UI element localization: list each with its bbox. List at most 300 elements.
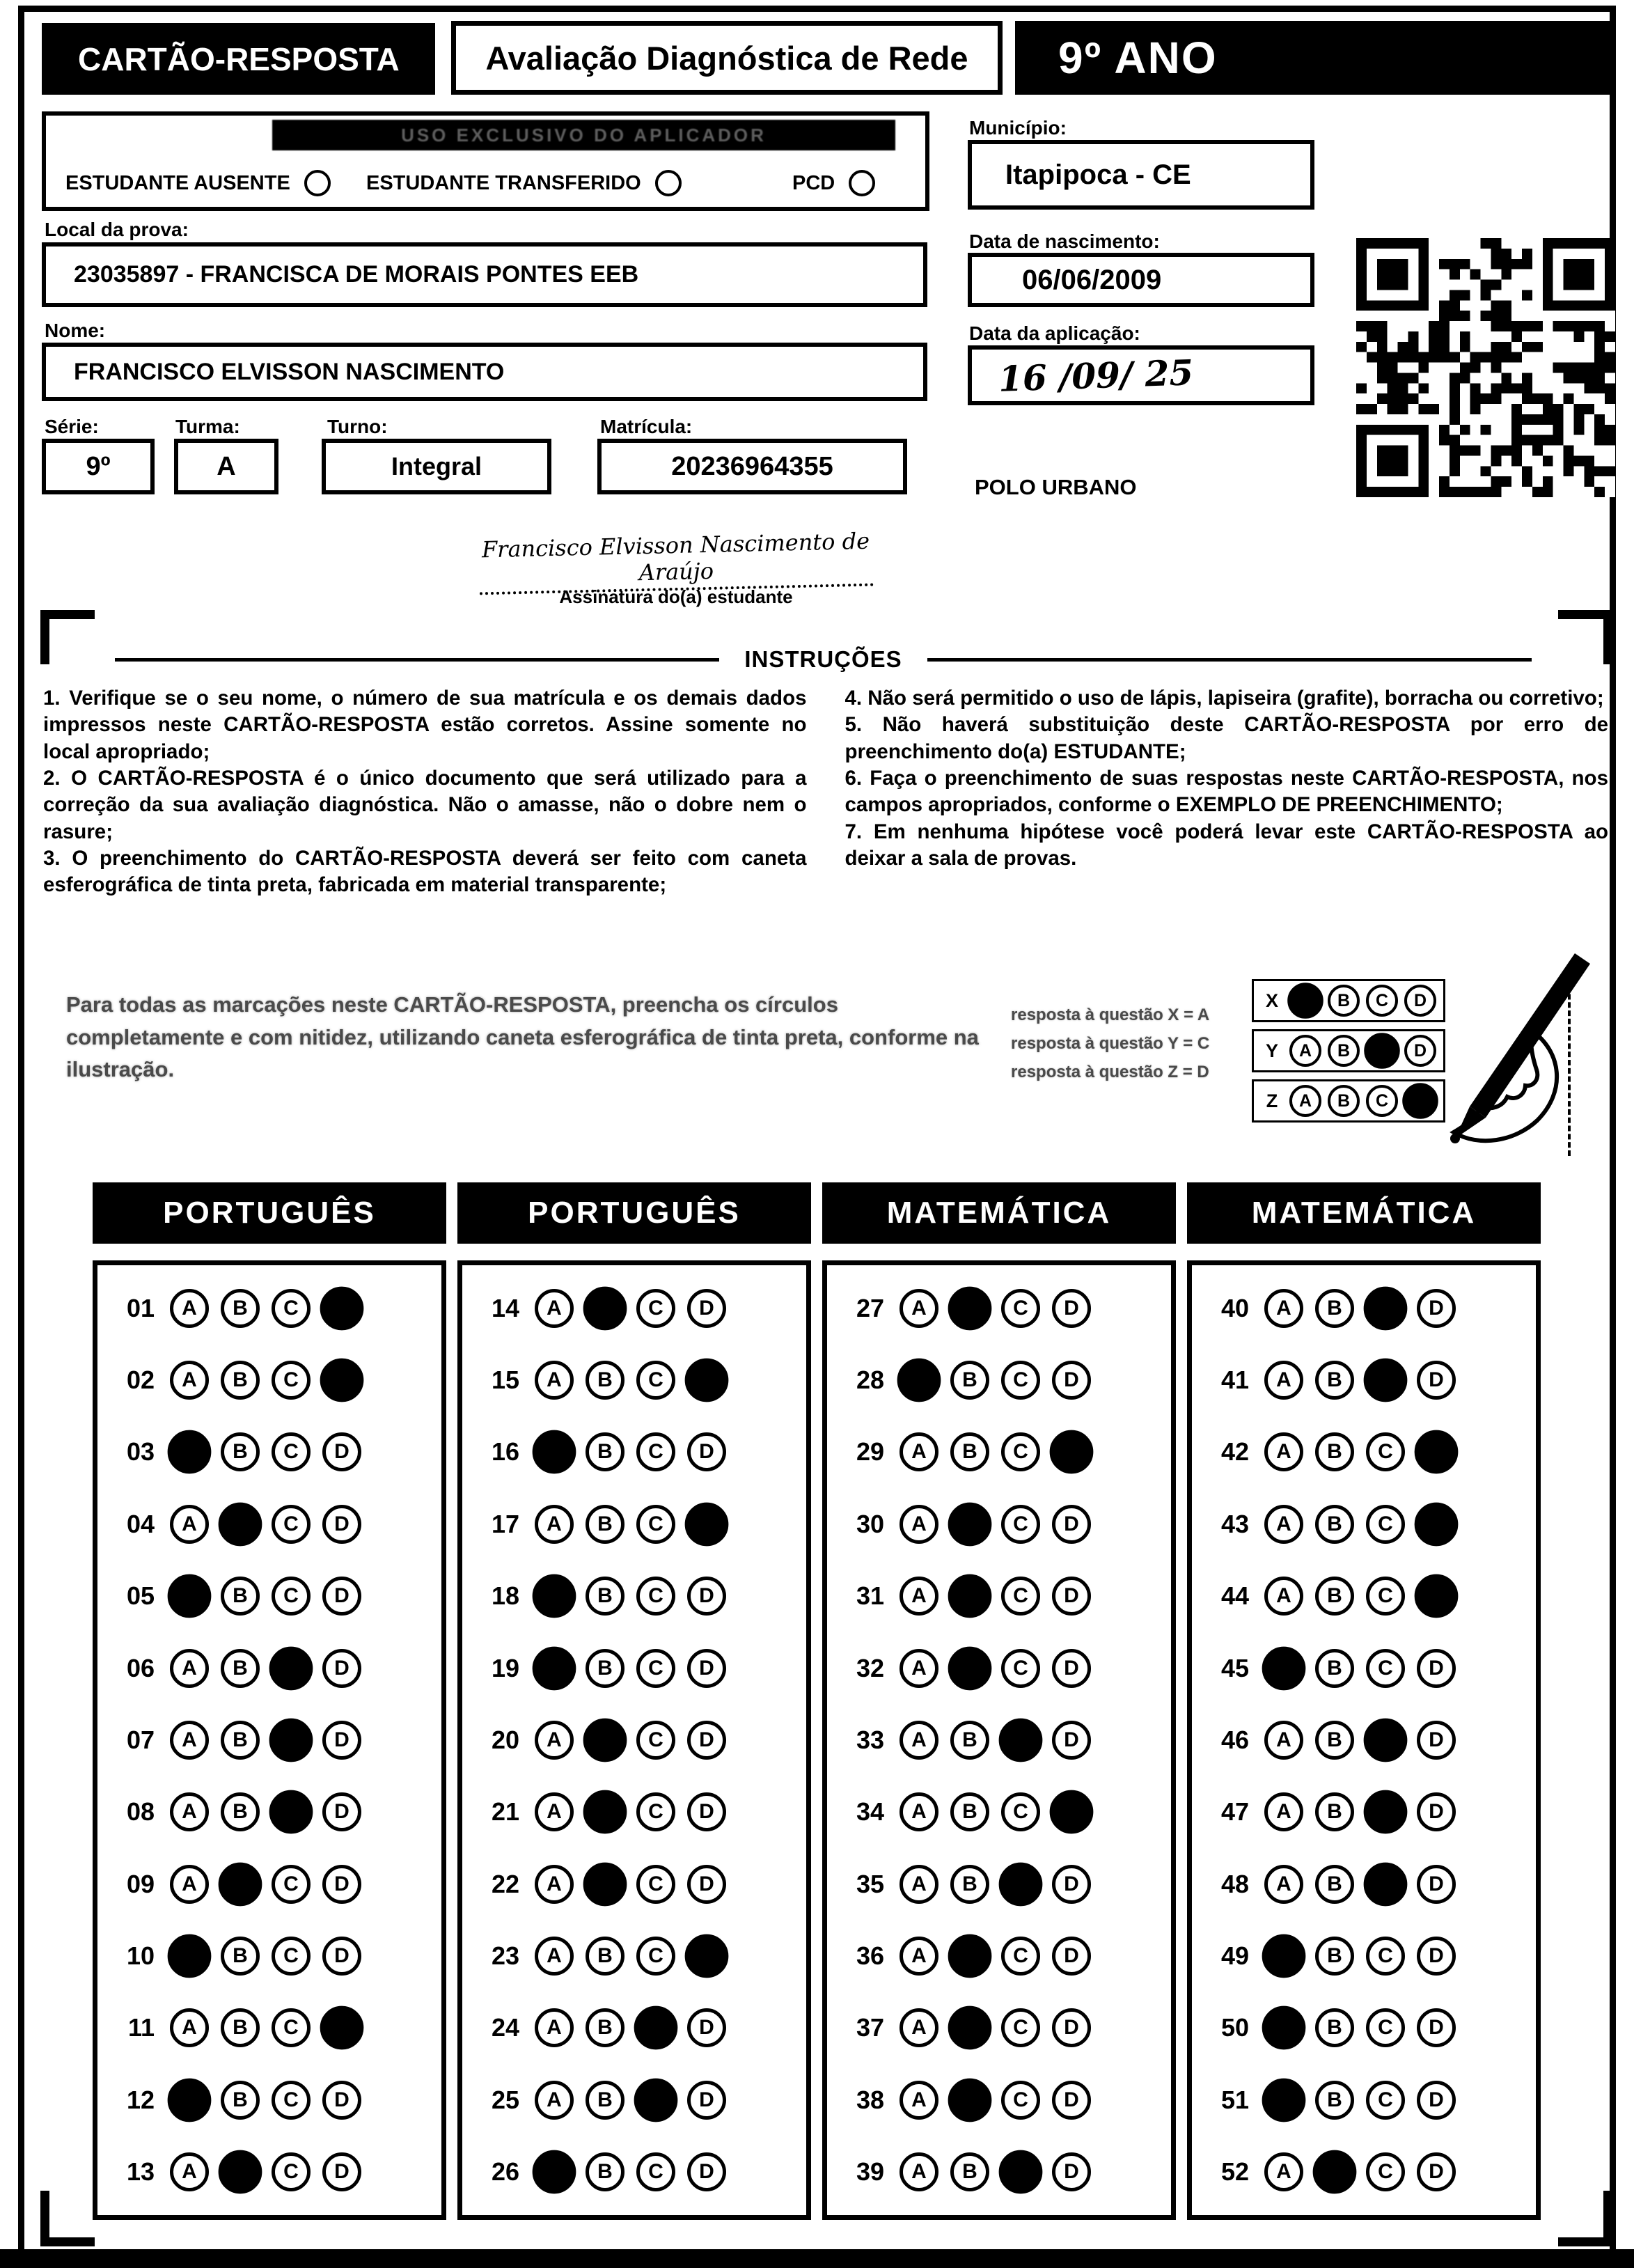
bubble-b[interactable]: B — [1315, 1649, 1354, 1688]
bubble-a[interactable]: A — [170, 1649, 209, 1688]
status-option-circle[interactable] — [304, 170, 331, 196]
bubble-d[interactable]: D — [687, 1289, 726, 1328]
bubble-d[interactable]: D — [1052, 1649, 1091, 1688]
bubble-d[interactable]: D — [1417, 1865, 1456, 1904]
bubble-c[interactable]: C — [636, 1432, 675, 1471]
example-legend-line: resposta à questão X = A — [1011, 1006, 1210, 1024]
bubble-filled-a[interactable] — [1287, 983, 1323, 1019]
question-row — [844, 2081, 1167, 2120]
subject-header: MATEMÁTICA — [822, 1182, 1176, 1244]
question-row — [1209, 1505, 1532, 1544]
bubble-filled-d[interactable] — [1050, 1430, 1094, 1474]
bubble-b[interactable]: B — [1315, 1865, 1354, 1904]
bubble-filled-d[interactable] — [1402, 1083, 1438, 1119]
example-row-label: Y — [1265, 1040, 1278, 1061]
bubble-d[interactable]: D — [322, 1432, 361, 1471]
exam-title-text: Avaliação Diagnóstica de Rede — [485, 39, 968, 77]
bubble-c[interactable]: C — [1001, 1792, 1040, 1831]
bubble-filled-b[interactable] — [583, 1719, 627, 1762]
bubble-d[interactable]: D — [687, 1577, 726, 1616]
bubble-c[interactable]: C — [272, 1361, 311, 1400]
bubble-d[interactable]: D — [322, 1505, 361, 1544]
bubble-filled-b[interactable] — [948, 1502, 992, 1546]
bubble-filled-a[interactable] — [1262, 1934, 1306, 1978]
bubble-filled-c[interactable] — [999, 2150, 1043, 2194]
bubble-d[interactable]: D — [1417, 2081, 1456, 2120]
bubble-filled-b[interactable] — [1313, 2150, 1357, 2194]
question-number: 10 — [126, 1941, 155, 1971]
bubble-c[interactable]: C — [272, 2152, 311, 2191]
bubble-a[interactable]: A — [1289, 1085, 1321, 1117]
bubble-b[interactable]: B — [221, 2008, 260, 2047]
question-row — [1209, 1865, 1532, 1904]
bubble-d[interactable]: D — [322, 1721, 361, 1760]
bubble-a[interactable]: A — [535, 1505, 574, 1544]
bubble-filled-c[interactable] — [999, 1862, 1043, 1906]
turno-value: Integral — [391, 452, 482, 480]
bubble-a[interactable]: A — [535, 1721, 574, 1760]
bubble-d[interactable]: D — [1052, 2081, 1091, 2120]
bubble-filled-c[interactable] — [1364, 1862, 1408, 1906]
bubble-filled-d[interactable] — [1415, 1502, 1459, 1546]
divider-line — [927, 658, 1532, 662]
crop-mark-top-right — [1558, 610, 1612, 664]
bubble-d[interactable]: D — [1052, 1937, 1091, 1976]
status-option — [65, 170, 331, 196]
bubble-filled-c[interactable] — [634, 2078, 678, 2122]
bubble-b[interactable]: B — [586, 1361, 624, 1400]
bubble-d[interactable]: D — [1052, 1865, 1091, 1904]
bubble-filled-c[interactable] — [1364, 1790, 1408, 1834]
bubble-a[interactable]: A — [170, 1289, 209, 1328]
instruction-item: 2. O CARTÃO-RESPOSTA é o único documento que será utilizado para a correção da sua avaliação diagnóstica. Não o amasse, não o dobre nem o rasure; — [43, 767, 807, 843]
bubble-d[interactable]: D — [687, 1721, 726, 1760]
bubble-b[interactable]: B — [586, 2081, 624, 2120]
bubble-c[interactable]: C — [1001, 1649, 1040, 1688]
status-checkbox-row — [46, 170, 925, 205]
bubble-filled-a[interactable] — [533, 1574, 576, 1618]
bubble-d[interactable]: D — [1417, 1721, 1456, 1760]
bubble-filled-d[interactable] — [685, 1934, 729, 1978]
bubble-filled-a[interactable] — [533, 1430, 576, 1474]
instruction-item: 4. Não será permitido o uso de lápis, lapiseira (grafite), borracha ou corretivo; — [845, 687, 1604, 710]
instructions-title: INSTRUÇÕES — [744, 646, 902, 672]
exam-title-box — [451, 21, 1003, 95]
bubble-b[interactable]: B — [586, 2152, 624, 2191]
question-row — [114, 2081, 437, 2120]
bubble-d[interactable]: D — [322, 1937, 361, 1976]
bubble-b[interactable]: B — [221, 1721, 260, 1760]
bubble-c[interactable]: C — [1366, 1937, 1405, 1976]
bubble-filled-c[interactable] — [1364, 1033, 1400, 1069]
bubble-c[interactable]: C — [1366, 2152, 1405, 2191]
bubble-d[interactable]: D — [322, 2081, 361, 2120]
bubble-c[interactable]: C — [1366, 2081, 1405, 2120]
bubble-b[interactable]: B — [1328, 985, 1360, 1017]
bubble-d[interactable]: D — [687, 1432, 726, 1471]
question-row — [844, 1505, 1167, 1544]
question-number: 52 — [1220, 2157, 1249, 2187]
bubble-c[interactable]: C — [636, 1792, 675, 1831]
bubble-filled-c[interactable] — [269, 1719, 313, 1762]
bubble-filled-d[interactable] — [320, 1286, 364, 1330]
status-option-circle[interactable] — [655, 170, 682, 196]
municipio-field — [968, 140, 1314, 210]
question-number: 19 — [491, 1653, 519, 1682]
bubble-b[interactable]: B — [950, 1361, 989, 1400]
bubble-d[interactable]: D — [1052, 1721, 1091, 1760]
bubble-b[interactable]: B — [1315, 1792, 1354, 1831]
bubble-c[interactable]: C — [272, 1937, 311, 1976]
bubble-a[interactable]: A — [900, 1865, 938, 1904]
bubble-filled-a[interactable] — [168, 1934, 212, 1978]
bubble-a[interactable]: A — [900, 1937, 938, 1976]
bubble-d[interactable]: D — [1417, 1361, 1456, 1400]
bubble-d[interactable]: D — [1052, 1505, 1091, 1544]
bubble-c[interactable]: C — [1366, 1085, 1398, 1117]
status-option-label: ESTUDANTE AUSENTE — [65, 171, 290, 194]
question-row — [844, 1432, 1167, 1471]
question-number: 36 — [856, 1941, 884, 1971]
question-number: 49 — [1220, 1941, 1249, 1971]
bubble-filled-b[interactable] — [583, 1790, 627, 1834]
local-label: Local da prova: — [45, 219, 189, 240]
bubble-c[interactable]: C — [272, 2081, 311, 2120]
bubble-filled-b[interactable] — [948, 2006, 992, 2050]
status-option-circle[interactable] — [849, 170, 875, 196]
bubble-c[interactable]: C — [272, 1577, 311, 1616]
bubble-b[interactable]: B — [1315, 1937, 1354, 1976]
bubble-b[interactable]: B — [950, 1792, 989, 1831]
question-number: 07 — [126, 1725, 155, 1754]
bubble-filled-b[interactable] — [583, 1862, 627, 1906]
bubble-c[interactable]: C — [1001, 1289, 1040, 1328]
bubble-c[interactable]: C — [636, 1937, 675, 1976]
bubble-a[interactable]: A — [900, 2152, 938, 2191]
question-row — [844, 2152, 1167, 2191]
bubble-d[interactable]: D — [322, 1577, 361, 1616]
municipio-value: Itapipoca - CE — [1005, 159, 1191, 190]
bubble-c[interactable]: C — [1001, 1505, 1040, 1544]
bubble-d[interactable]: D — [1052, 2152, 1091, 2191]
bubble-c[interactable]: C — [636, 1721, 675, 1760]
bubble-filled-b[interactable] — [948, 1574, 992, 1618]
bubble-c[interactable]: C — [636, 1865, 675, 1904]
bubble-filled-a[interactable] — [1262, 2078, 1306, 2122]
bubble-b[interactable]: B — [1328, 1035, 1360, 1067]
question-number: 35 — [856, 1869, 884, 1898]
example-legend — [1011, 1001, 1251, 1086]
bubble-filled-b[interactable] — [219, 1502, 262, 1546]
bubble-filled-c[interactable] — [1364, 1359, 1408, 1402]
question-row — [114, 1792, 437, 1831]
bubble-a[interactable]: A — [535, 2008, 574, 2047]
bubble-b[interactable]: B — [221, 1289, 260, 1328]
bubble-d[interactable]: D — [322, 1792, 361, 1831]
bubble-a[interactable]: A — [1264, 1792, 1303, 1831]
bubble-c[interactable]: C — [1366, 1505, 1405, 1544]
bubble-filled-b[interactable] — [948, 1286, 992, 1330]
question-row — [1209, 1721, 1532, 1760]
bubble-a[interactable]: A — [900, 1432, 938, 1471]
bubble-b[interactable]: B — [1315, 1505, 1354, 1544]
bubble-b[interactable]: B — [950, 2152, 989, 2191]
bubble-filled-d[interactable] — [685, 1502, 729, 1546]
bubble-filled-d[interactable] — [320, 1359, 364, 1402]
bubble-c[interactable]: C — [1001, 1432, 1040, 1471]
application-date-field[interactable] — [968, 345, 1314, 405]
bubble-c[interactable]: C — [1366, 2008, 1405, 2047]
bubble-a[interactable]: A — [535, 1792, 574, 1831]
bubble-b[interactable]: B — [1328, 1085, 1360, 1117]
bubble-c[interactable]: C — [1001, 1937, 1040, 1976]
example-legend-line: resposta à questão Y = C — [1011, 1033, 1210, 1053]
question-row — [844, 1289, 1167, 1328]
bubble-a[interactable]: A — [1289, 1035, 1321, 1067]
question-number: 21 — [491, 1797, 519, 1827]
bubble-d[interactable]: D — [1417, 2008, 1456, 2047]
bubble-b[interactable]: B — [221, 1792, 260, 1831]
status-option — [792, 170, 875, 196]
bubble-c[interactable]: C — [272, 1289, 311, 1328]
bubble-filled-d[interactable] — [320, 2006, 364, 2050]
bubble-d[interactable]: D — [1417, 2152, 1456, 2191]
bubble-c[interactable]: C — [1366, 985, 1398, 1017]
bubble-c[interactable]: C — [1366, 1432, 1405, 1471]
bubble-filled-b[interactable] — [948, 1646, 992, 1690]
bubble-a[interactable]: A — [170, 1505, 209, 1544]
bubble-b[interactable]: B — [586, 1432, 624, 1471]
crop-mark-bottom-left — [40, 2191, 95, 2246]
bubble-c[interactable]: C — [1001, 2008, 1040, 2047]
bubble-c[interactable]: C — [1001, 2081, 1040, 2120]
example-row — [1252, 979, 1445, 1022]
bubble-filled-b[interactable] — [948, 2078, 992, 2122]
bubble-a[interactable]: A — [1264, 1289, 1303, 1328]
question-row — [479, 2081, 802, 2120]
bubble-d[interactable]: D — [1404, 1035, 1436, 1067]
question-row — [844, 1577, 1167, 1616]
bubble-c[interactable]: C — [1001, 1361, 1040, 1400]
bubble-a[interactable]: A — [1264, 2152, 1303, 2191]
bubble-d[interactable]: D — [687, 2008, 726, 2047]
bubble-filled-a[interactable] — [533, 2150, 576, 2194]
bubble-c[interactable]: C — [272, 1432, 311, 1471]
bubble-b[interactable]: B — [950, 1865, 989, 1904]
application-date-label: Data da aplicação: — [969, 322, 1140, 344]
bubble-filled-b[interactable] — [219, 2150, 262, 2194]
question-row — [844, 1361, 1167, 1400]
bubble-d[interactable]: D — [322, 2152, 361, 2191]
bubble-a[interactable]: A — [170, 1865, 209, 1904]
question-row — [114, 1505, 437, 1544]
bubble-filled-a[interactable] — [1262, 2006, 1306, 2050]
bubble-a[interactable]: A — [1264, 1577, 1303, 1616]
bubble-a[interactable]: A — [900, 2081, 938, 2120]
bubble-d[interactable]: D — [1417, 1937, 1456, 1976]
bubble-filled-a[interactable] — [897, 1359, 941, 1402]
bubble-a[interactable]: A — [1264, 1432, 1303, 1471]
bubble-c[interactable]: C — [636, 1577, 675, 1616]
bubble-filled-c[interactable] — [1364, 1286, 1408, 1330]
bubble-a[interactable]: A — [170, 2008, 209, 2047]
crop-mark-top-left — [40, 610, 95, 664]
question-row — [114, 2008, 437, 2047]
scan-bottom-edge — [0, 2249, 1634, 2268]
question-row — [1209, 1649, 1532, 1688]
bubble-filled-d[interactable] — [1415, 1574, 1459, 1618]
bubble-filled-c[interactable] — [269, 1790, 313, 1834]
bubble-b[interactable]: B — [1315, 1721, 1354, 1760]
question-number: 25 — [491, 2085, 519, 2114]
bubble-a[interactable]: A — [535, 2081, 574, 2120]
bubble-b[interactable]: B — [1315, 2008, 1354, 2047]
bubble-a[interactable]: A — [1264, 1721, 1303, 1760]
bubble-a[interactable]: A — [170, 1361, 209, 1400]
student-signature[interactable]: Francisco Elvisson Nascimento de Araújo — [478, 528, 874, 595]
bubble-b[interactable]: B — [586, 1649, 624, 1688]
bubble-b[interactable]: B — [1315, 2081, 1354, 2120]
bubble-c[interactable]: C — [272, 1505, 311, 1544]
bubble-b[interactable]: B — [586, 2008, 624, 2047]
bubble-a[interactable]: A — [900, 1792, 938, 1831]
bubble-d[interactable]: D — [1052, 1361, 1091, 1400]
bubble-filled-a[interactable] — [533, 1646, 576, 1690]
bubble-d[interactable]: D — [1417, 1649, 1456, 1688]
question-number: 41 — [1220, 1366, 1249, 1395]
instruction-item: 7. Em nenhuma hipótese você poderá levar este CARTÃO-RESPOSTA ao deixar a sala de provas. — [845, 820, 1608, 870]
bubble-b[interactable]: B — [950, 1432, 989, 1471]
bubble-a[interactable]: A — [900, 1721, 938, 1760]
local-value: 23035897 - FRANCISCA DE MORAIS PONTES EEB — [74, 261, 639, 288]
subject-header: MATEMÁTICA — [1187, 1182, 1541, 1244]
bubble-c[interactable]: C — [636, 2152, 675, 2191]
bubble-filled-b[interactable] — [583, 1286, 627, 1330]
question-number: 48 — [1220, 1869, 1249, 1898]
question-number: 02 — [126, 1366, 155, 1395]
bubble-d[interactable]: D — [1052, 1577, 1091, 1616]
bubble-b[interactable]: B — [586, 1937, 624, 1976]
bubble-b[interactable]: B — [586, 1577, 624, 1616]
bubble-b[interactable]: B — [1315, 1577, 1354, 1616]
bubble-filled-a[interactable] — [168, 2078, 212, 2122]
bubble-d[interactable]: D — [1417, 1792, 1456, 1831]
bubble-a[interactable]: A — [170, 1792, 209, 1831]
bubble-a[interactable]: A — [170, 2152, 209, 2191]
bubble-b[interactable]: B — [221, 1361, 260, 1400]
bubble-c[interactable]: C — [1366, 1649, 1405, 1688]
question-number: 08 — [126, 1797, 155, 1827]
bubble-d[interactable]: D — [1052, 2008, 1091, 2047]
bubble-d[interactable]: D — [322, 1865, 361, 1904]
bubble-a[interactable]: A — [1264, 1865, 1303, 1904]
bubble-d[interactable]: D — [687, 1649, 726, 1688]
bubble-d[interactable]: D — [1404, 985, 1436, 1017]
bubble-b[interactable]: B — [221, 2081, 260, 2120]
bubble-b[interactable]: B — [1315, 1432, 1354, 1471]
bubble-a[interactable]: A — [900, 1505, 938, 1544]
turma-field — [174, 439, 278, 494]
bubble-b[interactable]: B — [221, 1577, 260, 1616]
answer-column-4 — [1187, 1182, 1541, 2220]
bubble-a[interactable]: A — [900, 1649, 938, 1688]
bubble-filled-d[interactable] — [1050, 1790, 1094, 1834]
bubble-a[interactable]: A — [900, 1289, 938, 1328]
bubble-filled-b[interactable] — [948, 1934, 992, 1978]
question-row — [479, 1937, 802, 1976]
bubble-c[interactable]: C — [272, 2008, 311, 2047]
bubble-b[interactable]: B — [1315, 1289, 1354, 1328]
bubble-a[interactable]: A — [535, 1865, 574, 1904]
question-number: 28 — [856, 1366, 884, 1395]
bubble-c[interactable]: C — [1366, 1577, 1405, 1616]
bubble-d[interactable]: D — [687, 2081, 726, 2120]
bubble-filled-b[interactable] — [219, 1862, 262, 1906]
bubble-a[interactable]: A — [1264, 1505, 1303, 1544]
bubble-filled-c[interactable] — [1364, 1719, 1408, 1762]
bubble-a[interactable]: A — [170, 1721, 209, 1760]
question-row — [114, 1721, 437, 1760]
bubble-c[interactable]: C — [636, 1361, 675, 1400]
bubble-filled-d[interactable] — [1415, 1430, 1459, 1474]
question-row — [479, 1577, 802, 1616]
serie-value: 9º — [86, 451, 111, 481]
bubble-d[interactable]: D — [322, 1649, 361, 1688]
bubble-filled-a[interactable] — [168, 1574, 212, 1618]
bubble-b[interactable]: B — [1315, 1361, 1354, 1400]
dashed-fold-line — [1568, 969, 1571, 1156]
bubble-filled-a[interactable] — [168, 1430, 212, 1474]
bubble-b[interactable]: B — [586, 1505, 624, 1544]
bubble-c[interactable]: C — [1001, 1577, 1040, 1616]
bubble-b[interactable]: B — [221, 1649, 260, 1688]
serie-field — [42, 439, 155, 494]
instructions-title-row — [115, 646, 1532, 673]
grade-banner — [1015, 21, 1615, 95]
bubble-a[interactable]: A — [900, 1577, 938, 1616]
bubble-d[interactable]: D — [687, 2152, 726, 2191]
bubble-filled-d[interactable] — [685, 1359, 729, 1402]
bubble-a[interactable]: A — [535, 1289, 574, 1328]
question-number: 22 — [491, 1869, 519, 1898]
bubble-a[interactable]: A — [1264, 1361, 1303, 1400]
bubble-c[interactable]: C — [636, 1505, 675, 1544]
bubble-d[interactable]: D — [687, 1865, 726, 1904]
question-number: 30 — [856, 1509, 884, 1538]
bubble-a[interactable]: A — [535, 1937, 574, 1976]
bubble-c[interactable]: C — [636, 1649, 675, 1688]
bubble-b[interactable]: B — [950, 1721, 989, 1760]
bubble-d[interactable]: D — [687, 1792, 726, 1831]
bubble-a[interactable]: A — [535, 1361, 574, 1400]
bubble-d[interactable]: D — [1052, 1289, 1091, 1328]
question-row — [1209, 2081, 1532, 2120]
question-number: 23 — [491, 1941, 519, 1971]
question-row — [479, 2152, 802, 2191]
bubble-b[interactable]: B — [221, 1937, 260, 1976]
bubble-a[interactable]: A — [900, 2008, 938, 2047]
bubble-filled-c[interactable] — [999, 1719, 1043, 1762]
bubble-d[interactable]: D — [1417, 1289, 1456, 1328]
bubble-c[interactable]: C — [636, 1289, 675, 1328]
bubble-b[interactable]: B — [221, 1432, 260, 1471]
bubble-filled-c[interactable] — [269, 1646, 313, 1690]
matricula-label: Matrícula: — [600, 416, 693, 437]
bubble-filled-a[interactable] — [1262, 1646, 1306, 1690]
bubble-c[interactable]: C — [272, 1865, 311, 1904]
bubble-filled-c[interactable] — [634, 2006, 678, 2050]
matricula-field — [597, 439, 907, 494]
